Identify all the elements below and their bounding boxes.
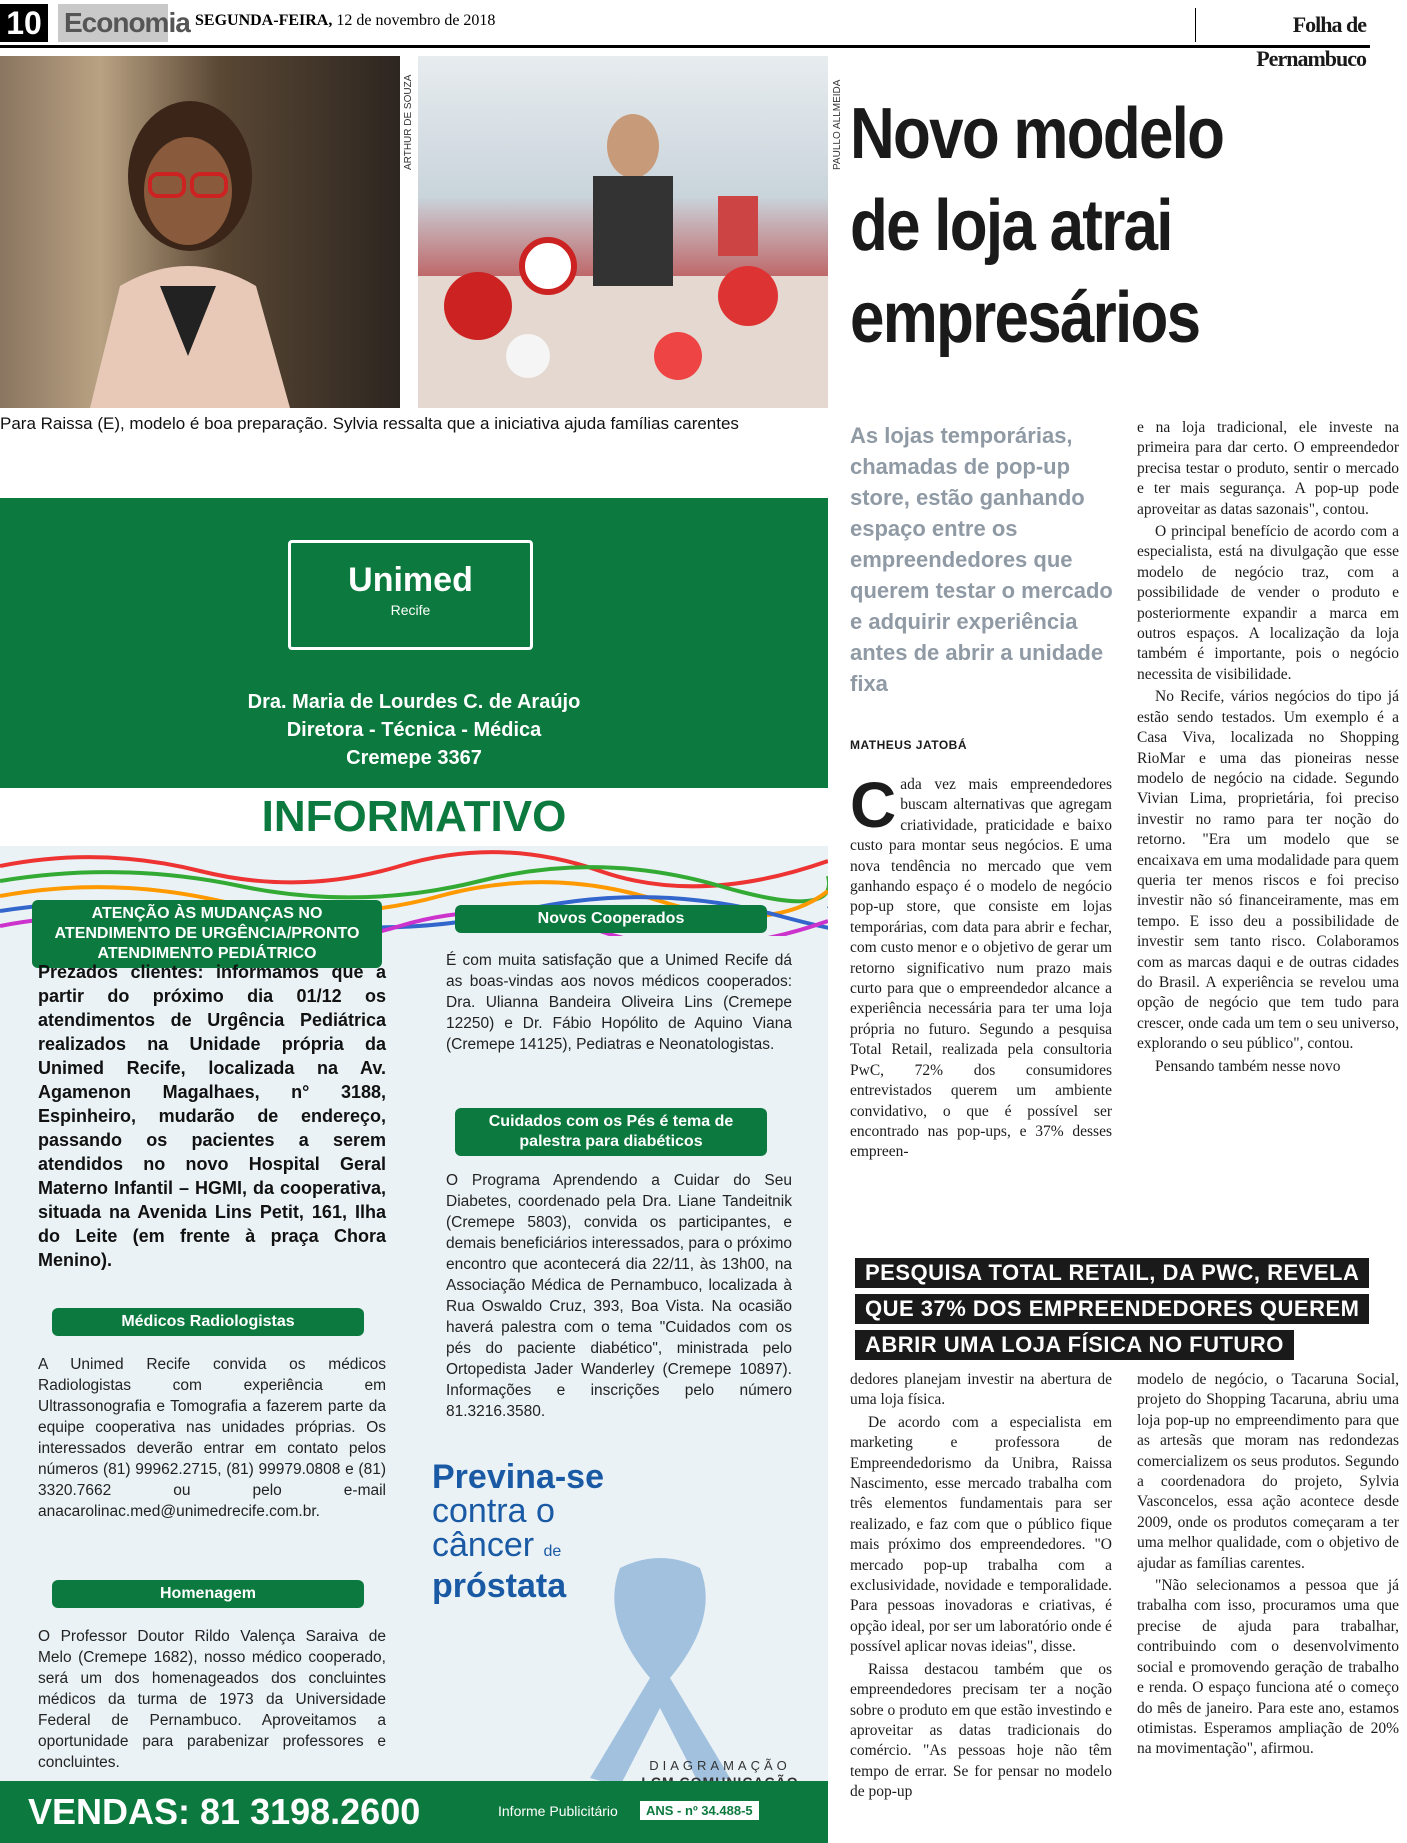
paragraph: No Recife, vários negócios do tipo já estão sendo testados. Um exemplo é a Casa Viva, localizada no Shopping RioMar e uma das pioneiras nesse modelo de negócio na cidade. Segundo Vivian Lima, proprietária, foi preciso investir no ramo para ter noção do retorno. "Era um modelo que se encaixava em uma modalidade para quem queria ter menos riscos e foi preciso investir não só financeiramente, mas em tempo. E isso deu a possibilidade de investir sem tanto risco. Colaboramos com as marcas daqui e de outras cidades do Brasil. A experiência se revelou uma opção de negócio que tem tudo para crescer, onde cada um tem o seu universo, explorando o seu público", contou. bbox=[1137, 688, 1399, 1053]
box-text-cooperados: É com muita satisfação que a Unimed Recife dá as boas-vindas aos novos médicos cooperados: Dra. Ulianna Bandeira Oliveira Lins (Cremepe 12250) e Dr. Fábio Hopólito de Aquino Viana (Cremepe 14125), Pediatras e Neonatologistas. bbox=[446, 952, 792, 1053]
paragraph: "Não selecionamos a pessoa que já trabalha com isso, procuramos uma que precise de ajuda para trabalhar, contribuindo com o desenvolvimento social e promovendo geração de trabalho e renda. O espaço funciona até o começo do mês de janeiro. Para este ano, estamos otimistas. Esperamos ampliação de 20% na movimentação", afirmou. bbox=[1137, 1577, 1399, 1758]
paper-name: Folha de Pernambuco bbox=[1195, 8, 1370, 42]
headline-line-1: Novo modelo bbox=[850, 94, 1224, 174]
box-text-urgencia: Prezados clientes: informamos que a partir do próximo dia 01/12 os atendimentos de Urgência Pediátrica realizados na Unidade própria da Unimed Recife, localizada na Av. Agamenon Magalhaes, n° 3188, Espinheiro, mudarão de endereço, passando os pacientes a serem atendidos no novo Hospital Geral Materno Infantil – HGMI, da cooperativa, situada na Avenida Lins Petit, 161, Ilha do Leite (em frente à praça Chora Menino). bbox=[38, 962, 386, 1270]
box-title-homenagem: Homenagem bbox=[52, 1580, 364, 1608]
photo-raissa bbox=[0, 56, 400, 408]
informativo-title: INFORMATIVO bbox=[0, 788, 828, 846]
unimed-logo bbox=[288, 540, 533, 650]
box-title-radiologistas: Médicos Radiologistas bbox=[52, 1308, 364, 1336]
logo-text: Unimed bbox=[348, 561, 473, 599]
byline: MATHEUS JATOBÁ bbox=[850, 738, 968, 752]
portrait-illustration bbox=[0, 56, 400, 408]
photo-credit-2: PAULLO ALLMEIDA bbox=[832, 79, 843, 170]
photo-store bbox=[418, 56, 828, 408]
campaign-line-1: Previna-se bbox=[432, 1458, 604, 1496]
page-number: 10 bbox=[0, 4, 48, 42]
dateline bbox=[195, 12, 495, 30]
box-title-cooperados: Novos Cooperados bbox=[455, 905, 767, 933]
ad-footer bbox=[0, 1781, 828, 1843]
pull-quote-line-3: ABRIR UMA LOJA FÍSICA NO FUTURO bbox=[855, 1330, 1294, 1360]
director-role: Diretora - Técnica - Médica bbox=[286, 719, 542, 741]
box-text-homenagem: O Professor Doutor Rildo Valença Saraiva de Melo (Cremepe 1682), nosso médico cooperado, será um dos homenageados dos concluintes médicos da turma de 1973 da Universidade Federal de Pernambuco. Aproveitamos a oportunidade para parabenizar professores e concluintes. bbox=[38, 1628, 386, 1771]
box-title-urgencia: ATENÇÃO ÀS MUDANÇAS NO ATENDIMENTO DE URGÊNCIA/PRONTO ATENDIMENTO PEDIÁTRICO bbox=[32, 900, 382, 968]
headline-line-3: empresários bbox=[850, 278, 1200, 358]
paragraph: dedores planejam investir na abertura de uma loja física. bbox=[850, 1371, 1112, 1409]
pull-quote-line-1: PESQUISA TOTAL RETAIL, DA PWC, REVELA bbox=[855, 1258, 1369, 1288]
photo-credit-1: ARTHUR DE SOUZA bbox=[403, 74, 414, 170]
director-registration: Cremepe 3367 bbox=[346, 747, 482, 769]
paragraph: O principal benefício de acordo com a especialista, está na divulgação que esse modelo de negócio traz, com a possibilidade de vender o produto e posteriormente expandir a marca em outros espaços. A localização da loja também é importante, pois o negócio necessita de visibilidade. bbox=[1137, 523, 1399, 683]
unimed-advertisement bbox=[0, 498, 828, 1843]
campaign-de: de bbox=[543, 1543, 562, 1560]
paragraph: modelo de negócio, o Tacaruna Social, projeto do Shopping Tacaruna, abriu uma loja pop-up no empreendimento para que as artesãs que moram nas redondezas comercializem os seus produtos. Segundo a coordenadora do projeto, Sylvia Vasconcelos, essa ação acontece desde 2009, onde os produtos começaram a ter uma melhor qualidade, com o objetivo de ajudar as famílias carentes. bbox=[1137, 1371, 1399, 1572]
pull-quote bbox=[855, 1258, 1385, 1366]
headline bbox=[850, 88, 1366, 364]
director-info bbox=[0, 688, 828, 772]
box-title-cuidados-pes: Cuidados com os Pés é tema de palestra para diabéticos bbox=[455, 1108, 767, 1156]
paragraph: e na loja tradicional, ele investe na primeira para dar certo. O empreendedor precisa testar o produto, sentir o mercado e ter mais segurança. A pop-up pode aproveitar as datas sazonais", contou. bbox=[1137, 419, 1399, 518]
campaign-line-2: contra o bbox=[432, 1492, 555, 1530]
paragraph: Pensando também nesse novo bbox=[1155, 1057, 1341, 1075]
headline-line-2: de loja atrai bbox=[850, 186, 1172, 266]
ans-badge: ANS - nº 34.488-5 bbox=[640, 1801, 759, 1820]
box-text-cuidados-pes: O Programa Aprendendo a Cuidar do Seu Diabetes, coordenado pela Dra. Liane Tandeitnik (Cremepe 5803), convida os participantes, e demais beneficiários interessados, para o próximo encontro que acontecerá dia 22/11, às 13h00, na Associação Médica de Pernambuco, localizada à Rua Oswaldo Cruz, 393, Boa Vista. Na ocasião haverá palestra com o tema "Cuidados com os pés do paciente diabético", ministrada pelo Ortopedista Jader Wanderley (Cremepe 10897). Informações e inscrições pelo número 81.3216.3580. bbox=[446, 1172, 792, 1420]
ad-header bbox=[0, 498, 828, 788]
section-name: Economia bbox=[58, 4, 168, 42]
store-illustration bbox=[418, 56, 828, 408]
campaign-line-3: câncer bbox=[432, 1526, 535, 1564]
informe-publicitario: Informe Publicitário bbox=[498, 1803, 618, 1819]
paragraph: Raissa destacou também que os empreendedores precisam ter a noção sobre o produto em que estão investindo e aproveitar as datas tradicionais do comércio. "As pessoas hoje não têm tempo de errar. Se for pensar no modelo de pop-up bbox=[850, 1660, 1112, 1801]
logo-subtitle: Recife bbox=[390, 602, 431, 618]
article-column-4 bbox=[1137, 1370, 1399, 1762]
director-name: Dra. Maria de Lourdes C. de Araújo bbox=[247, 691, 581, 713]
photo-caption: Para Raissa (E), modelo é boa preparação. Sylvia ressalta que a iniciativa ajuda famílias carentes bbox=[0, 414, 739, 433]
article-column-2 bbox=[1137, 418, 1399, 1079]
blue-ribbon-icon bbox=[560, 1558, 760, 1788]
diag-line-1: DIAGRAMAÇÃO bbox=[649, 1758, 791, 1773]
article-column-1 bbox=[850, 769, 1112, 1165]
box-text-radiologistas: A Unimed Recife convida os médicos Radiologistas com experiência em Ultrassonografia e Tomografia a fazerem parte da equipe cooperativa nas unidades próprias. Os interessados deverão entrar em contato pelos números (81) 99962.2715, (81) 99979.0808 e (81) 3320.7662 ou pelo e-mail anacarolinac.med@unimedrecife.com.br. bbox=[38, 1356, 386, 1520]
pull-quote-line-2: QUE 37% DOS EMPREENDEDORES QUEREM bbox=[855, 1294, 1369, 1324]
paragraph: ada vez mais empreendedores buscam alternativas que agregam criatividade, praticidade e baixo custo para montar seus negócios. E uma nova tendência no mercado que vem ganhando espaço é o modelo de negócio pop-up store, que consiste em lojas temporárias, com data para abrir e fechar, com custo menor e o objetivo de gerar um retorno significativo num prazo mais curto para que o empreendedor alcance a experiência necessária para ter uma loja própria no futuro. Segundo a pesquisa Total Retail, realizada pela consultoria PwC, 72% dos consumidores entrevistados querem um ambiente convidativo, o que é possível ser encontrado nas pop-ups, e 37% desses empreen- bbox=[850, 776, 1112, 1161]
paragraph: De acordo com a especialista em marketing e professora de Empreendedorismo da Unibra, Raissa Nascimento, esse mercado trabalha com três elementos fundamentais para ser realizado, e faz com que o público fique mais próximo dos empreendedores. "O mercado pop-up trabalha com a exclusividade, novidade e temporalidade. Para pessoas inovadoras e criativas, é opção ideal, por ser um laboratório onde é possível aplicar novas ideias", disse. bbox=[850, 1413, 1112, 1656]
date-rest: 12 de novembro de 2018 bbox=[336, 12, 496, 29]
article-column-3 bbox=[850, 1370, 1112, 1805]
article-lede: As lojas temporárias, chamadas de pop-up store, estão ganhando espaço entre os empreendedores que querem testar o mercado e adquirir experiência antes de abrir a unidade fixa bbox=[850, 423, 1113, 696]
sales-phone: VENDAS: 81 3198.2600 bbox=[28, 1791, 421, 1832]
drop-cap: C bbox=[850, 769, 897, 841]
date-weekday: SEGUNDA-FEIRA, bbox=[195, 12, 333, 29]
campaign-line-4: próstata bbox=[432, 1567, 567, 1605]
page-header bbox=[0, 0, 1370, 71]
